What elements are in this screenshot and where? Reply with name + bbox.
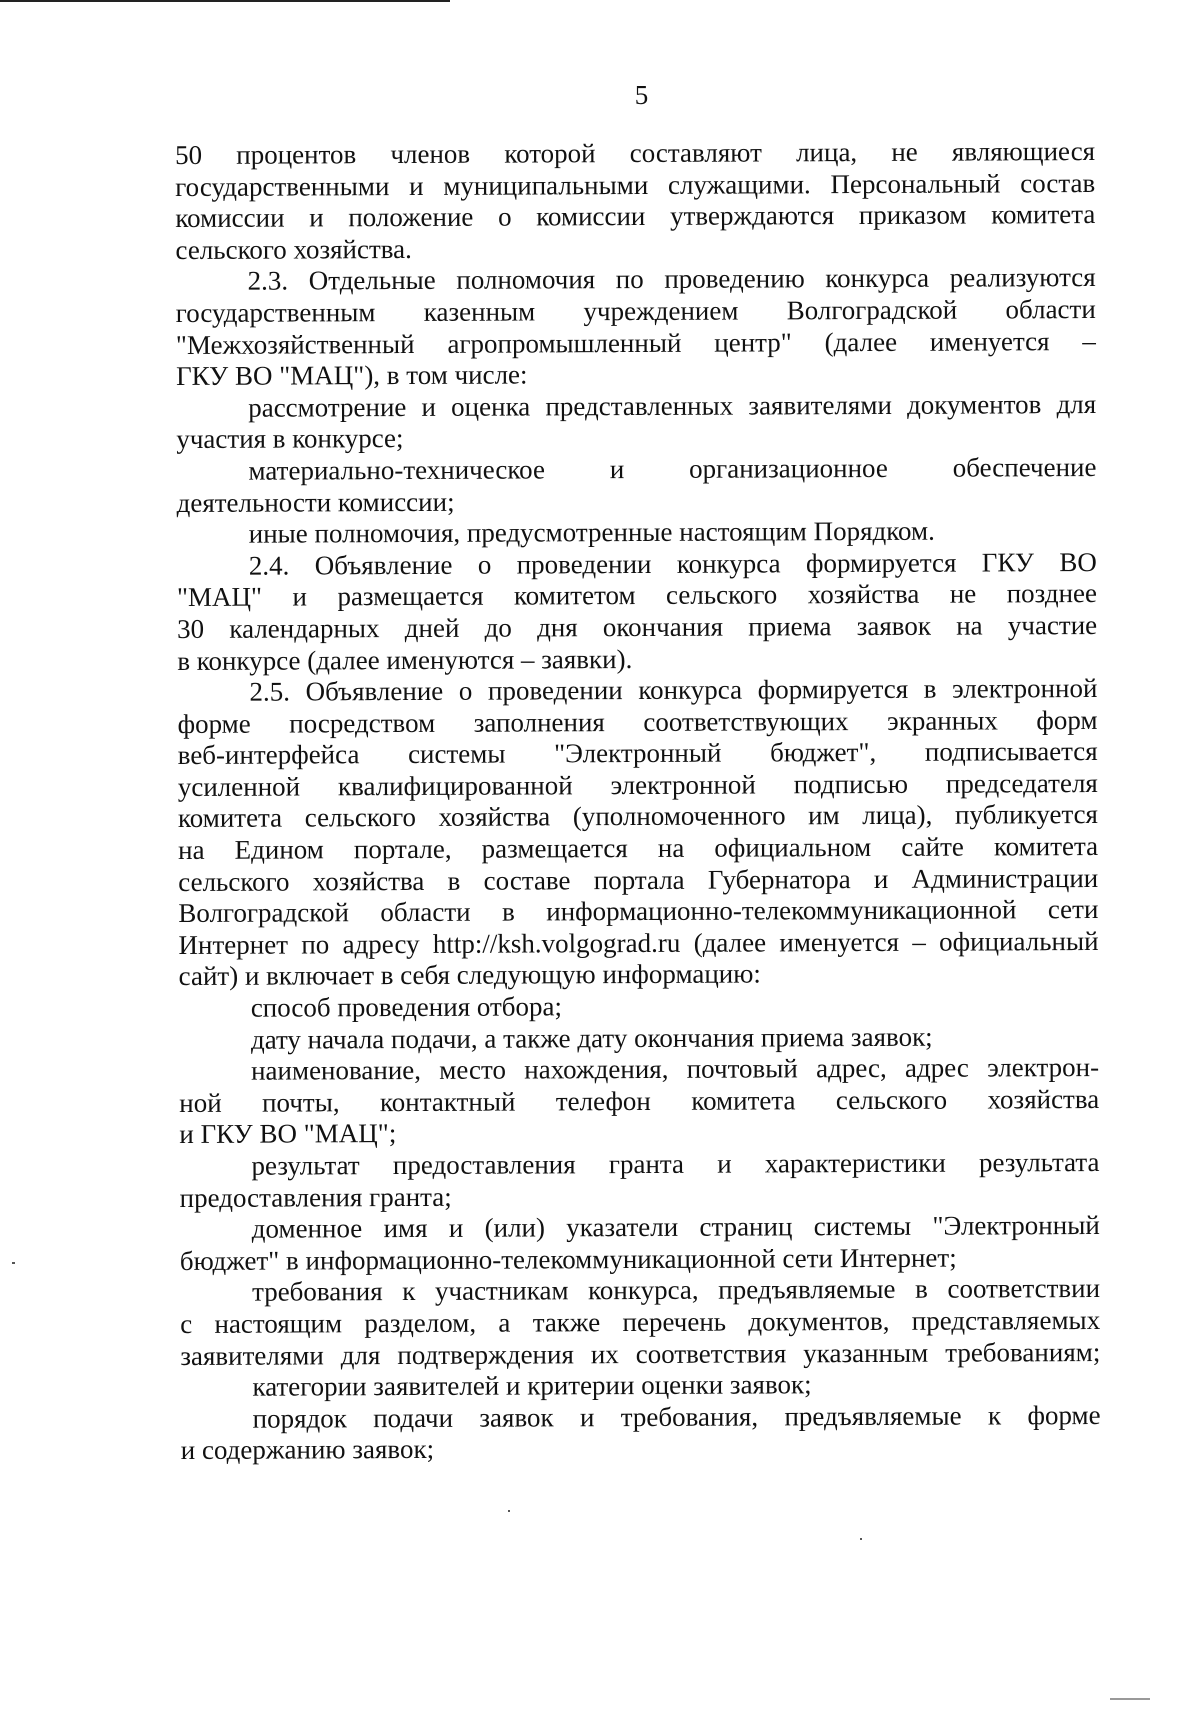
text-line: форме посредством заполнения соответствующих экранных форм	[177, 704, 1098, 739]
document-body	[175, 136, 1101, 1467]
text-line: и ГКУ ВО "МАЦ";	[179, 1118, 397, 1150]
text-line: рассмотрение и оценка представленных заявителями документов для	[248, 388, 1097, 423]
text-line: сельского хозяйства в составе портала Губернатора и Администрации	[178, 862, 1099, 897]
text-line: 2.5. Объявление о проведении конкурса формируется в электронной	[249, 673, 1098, 707]
text-line: сайт) и включает в себя следующую информацию:	[178, 958, 761, 992]
text-line: предоставления гранта;	[179, 1181, 452, 1213]
text-line: Интернет по адресу http://ksh.volgograd.ru (далее именуется – официальный	[178, 925, 1099, 960]
text-line: результат предоставления гранта и характеристики результата	[251, 1146, 1100, 1181]
text-line: 2.4. Объявление о проведении конкурса формируется ГКУ ВО	[248, 546, 1097, 581]
text-line: требования к участникам конкурса, предъявляемые в соответствии	[251, 1273, 1101, 1308]
text-line: деятельности комиссии;	[176, 486, 455, 518]
scan-edge	[0, 0, 450, 2]
text-line: на Едином портале, размещается на официальном сайте комитета	[178, 831, 1099, 866]
text-line: государственным казенным учреждением Волгоградской области	[175, 293, 1096, 328]
text-line: сельского хозяйства.	[175, 233, 412, 265]
scan-speck	[860, 1538, 862, 1540]
text-line: дату начала подачи, а также дату окончания приема заявок;	[250, 1021, 933, 1055]
text-line: ной почты, контактный телефон комитета сельского хозяйства	[179, 1083, 1100, 1118]
text-line: усиленной квалифицированной электронной подписью председателя	[177, 767, 1098, 802]
text-line: 30 календарных дней до дня окончания приема заявок на участие	[177, 609, 1098, 644]
text-line: веб-интерфейса системы "Электронный бюджет", подписывается	[177, 736, 1098, 771]
text-line: ГКУ ВО "МАЦ"), в том числе:	[175, 359, 528, 392]
text-line: порядок подачи заявок и требования, предъявляемые к форме	[252, 1399, 1101, 1434]
text-line: способ проведения отбора;	[250, 991, 563, 1023]
text-line: категории заявителей и критерии оценки заявок;	[252, 1369, 812, 1402]
page-number: 5	[634, 80, 649, 110]
text-line: с настоящим разделом, а также перечень документов, представляемых	[180, 1304, 1101, 1339]
scan-speck	[1110, 1698, 1150, 1700]
text-line: комитета сельского хозяйства (уполномоченного им лица), публикуется	[177, 799, 1099, 834]
text-line: доменное имя и (или) указатели страниц системы "Электронный	[251, 1210, 1100, 1244]
text-line: заявителями для подтверждения их соответствия указанным требованиям;	[180, 1336, 1101, 1371]
text-line: государственными и муниципальными служащими. Персональный состав	[175, 167, 1096, 202]
scan-speck	[508, 1510, 510, 1512]
text-line: Волгоградской области в информационно-телекоммуникационной сети	[178, 894, 1099, 929]
text-line: иные полномочия, предусмотренные настоящим Порядком.	[248, 515, 935, 549]
text-line: наименование, место нахождения, почтовый адрес, адрес электрон-	[250, 1052, 1100, 1086]
text-line: комиссии и положение о комиссии утверждаются приказом комитета	[175, 199, 1096, 234]
text-line: бюджет" в информационно-телекоммуникационной сети Интернет;	[179, 1242, 957, 1276]
text-line: участия в конкурсе;	[176, 423, 404, 455]
text-line: 2.3. Отдельные полномочия по проведению конкурса реализуются	[247, 262, 1096, 297]
text-line: "Межхозяйственный агропромышленный центр" (далее именуется –	[175, 325, 1096, 360]
text-line: материально-техническое и организационное обеспечение	[248, 451, 1097, 486]
text-line: в конкурсе (далее именуются – заявки).	[177, 643, 633, 676]
text-line: "МАЦ" и размещается комитетом сельского хозяйства не позднее	[176, 578, 1098, 613]
scan-speck	[12, 1262, 15, 1264]
text-line: 50 процентов членов которой составляют лица, не являющиеся	[175, 135, 1096, 170]
text-line: и содержанию заявок;	[180, 1434, 435, 1466]
